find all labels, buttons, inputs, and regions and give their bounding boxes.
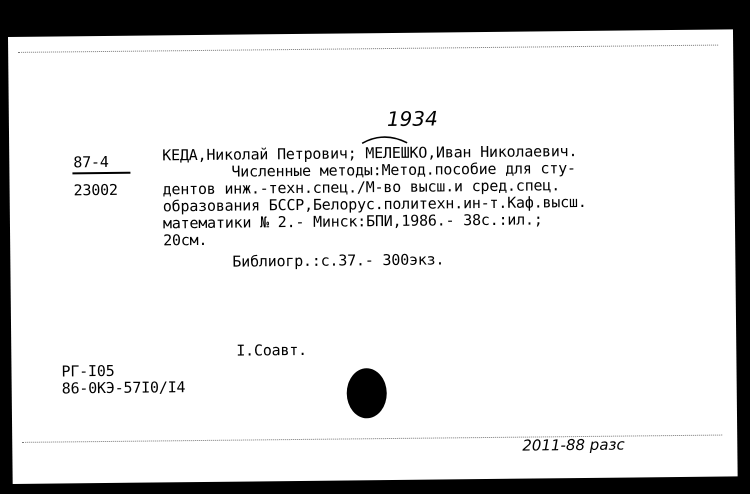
handwritten-number: 1934 — [386, 106, 438, 132]
code-line-2: 86-0КЭ-57I0/I4 — [61, 378, 186, 398]
title-line-5: 20см. — [163, 230, 208, 250]
title-line-4: математики № 2.- Минск:БПИ,1986.- 38с.:ил.; — [162, 210, 543, 233]
tracing: I.Соавт. — [236, 340, 308, 360]
accession-number: 23002 — [73, 180, 118, 200]
call-number-underline — [72, 172, 130, 175]
bibliography-note: Библиогр.:с.37.- 300экз. — [232, 250, 445, 271]
top-dotted-rule — [18, 45, 718, 53]
title-line-2: дентов инж.-техн.спец./М-во высш.и сред.спец. — [162, 176, 561, 199]
title-line-3: образования БССР,Белорус.политехн.ин-т.Каф.высш. — [162, 192, 587, 216]
card-heading: КЕДА,Николай Петрович; МЕЛЕШКО,Иван Николаевич. — [162, 142, 578, 165]
bottom-handwritten-note: 2011-88 разс — [522, 435, 625, 455]
catalog-card — [8, 29, 738, 484]
ink-blot — [346, 368, 387, 418]
code-line-1: РГ-I05 — [61, 361, 115, 381]
call-number: 87-4 — [73, 152, 109, 172]
title-line-1: Численные методы:Метод.пособие для сту- — [231, 159, 576, 181]
